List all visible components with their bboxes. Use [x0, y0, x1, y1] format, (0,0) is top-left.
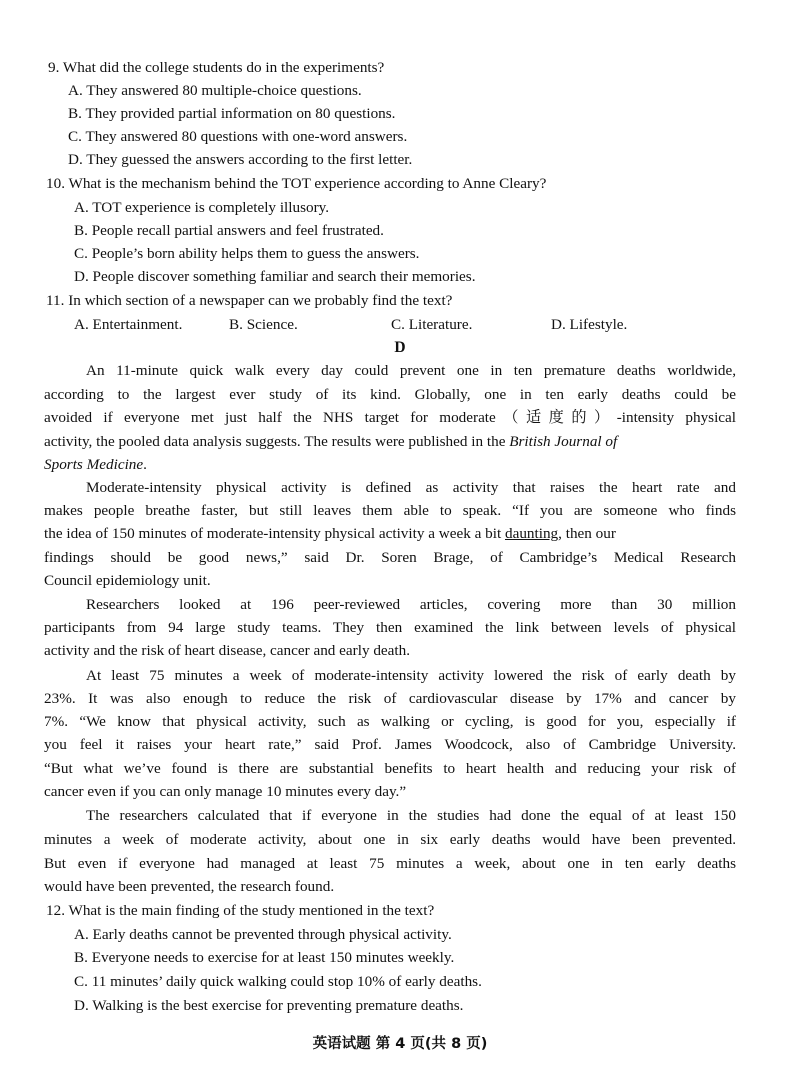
p2-line-3: [44, 524, 616, 544]
question-10-option-a[interactable]: A. TOT experience is completely illusory.: [74, 199, 330, 216]
page-footer: 英语试题 第 4 页(共 8 页): [312, 1036, 488, 1052]
question-12-option-d[interactable]: D. Walking is the best exercise for preventing premature deaths.: [74, 997, 464, 1014]
question-10-option-d[interactable]: D. People discover something familiar and search their memories.: [74, 268, 476, 285]
question-12-option-c[interactable]: C. 11 minutes’ daily quick walking could stop 10% of early deaths.: [74, 973, 482, 990]
question-11-option-c[interactable]: C. Literature.: [391, 316, 473, 333]
p4-line-6: cancer even if you can only manage 10 minutes every day.”: [44, 783, 407, 800]
p4-line-4: you feel it raises your heart rate,” said Prof. James Woodcock, also of Cambridge University.: [44, 736, 736, 753]
question-10-stem: 10. What is the mechanism behind the TOT experience according to Anne Cleary?: [46, 175, 547, 192]
question-9-option-b[interactable]: B. They provided partial information on 80 questions.: [68, 105, 396, 122]
p1-line-5-period: .: [143, 456, 147, 473]
question-11-option-b[interactable]: B. Science.: [229, 316, 298, 333]
p5-line-2: minutes a week of moderate activity, about one in six early deaths would have been prevented.: [44, 831, 736, 848]
question-9-option-a[interactable]: A. They answered 80 multiple-choice questions.: [68, 82, 362, 99]
p4-line-5: “But what we’ve found is there are substantial benefits to heart health and reducing your risk of: [44, 760, 736, 777]
p1-line-3: avoided if everyone met just half the NHS target for moderate（适度的）-intensity physical: [44, 409, 736, 426]
p4-line-3: 7%. “We know that physical activity, such as walking or cycling, is good for you, especially if: [44, 713, 736, 730]
question-12-stem: 12. What is the main finding of the study mentioned in the text?: [46, 902, 435, 919]
p4-line-2: 23%. It was also enough to reduce the risk of cardiovascular disease by 17% and cancer by: [44, 690, 736, 707]
section-heading: D: [394, 339, 406, 356]
p1-line-1: An 11-minute quick walk every day could prevent one in ten premature deaths worldwide,: [86, 362, 736, 379]
p3-line-2: participants from 94 large study teams. They then examined the link between levels of physical: [44, 619, 736, 636]
p1-line-2: according to the largest ever study of its kind. Globally, one in ten early deaths could be: [44, 386, 736, 403]
p2-line-1: Moderate-intensity physical activity is defined as activity that raises the heart rate and: [86, 479, 736, 496]
p3-line-3: activity and the risk of heart disease, cancer and early death.: [44, 642, 411, 659]
question-10-option-c[interactable]: C. People’s born ability helps them to guess the answers.: [74, 245, 420, 262]
p4-line-1: At least 75 minutes a week of moderate-intensity activity lowered the risk of early death by: [86, 667, 736, 684]
p1-line-4-text: activity, the pooled data analysis suggests. The results were published in the: [44, 433, 506, 450]
question-9-option-d[interactable]: D. They guessed the answers according to the first letter.: [68, 151, 413, 168]
question-12-option-b[interactable]: B. Everyone needs to exercise for at least 150 minutes weekly.: [74, 949, 455, 966]
p1-line-4: [44, 432, 617, 452]
question-11-option-d[interactable]: D. Lifestyle.: [551, 316, 628, 333]
question-10-option-b[interactable]: B. People recall partial answers and feel frustrated.: [74, 222, 384, 239]
journal-title-part1: British Journal of: [509, 433, 618, 450]
p3-line-1: Researchers looked at 196 peer-reviewed articles, covering more than 30 million: [86, 596, 736, 613]
p2-line-5: Council epidemiology unit.: [44, 572, 211, 589]
journal-title-part2: Sports Medicine: [44, 456, 144, 473]
p2-line-2: makes people breathe faster, but still leaves them able to speak. “If you are someone who finds: [44, 502, 736, 519]
p2-line-3-tail: , then our: [558, 525, 616, 542]
question-12-option-a[interactable]: A. Early deaths cannot be prevented through physical activity.: [74, 926, 452, 943]
p2-line-3-text: the idea of 150 minutes of moderate-intensity physical activity a week a bit: [44, 525, 502, 542]
p5-line-3: But even if everyone had managed at least 75 minutes a week, about one in ten early deaths: [44, 855, 736, 872]
p5-line-4: would have been prevented, the research found.: [44, 878, 335, 895]
question-11-stem: 11. In which section of a newspaper can we probably find the text?: [46, 292, 453, 309]
p1-line-5: [44, 455, 147, 475]
p2-line-4: findings should be good news,” said Dr. Soren Brage, of Cambridge’s Medical Research: [44, 549, 736, 566]
question-9-option-c[interactable]: C. They answered 80 questions with one-word answers.: [68, 128, 408, 145]
underlined-word-daunting: daunting: [504, 525, 559, 542]
p5-line-1: The researchers calculated that if everyone in the studies had done the equal of at least 150: [86, 807, 736, 824]
question-11-option-a[interactable]: A. Entertainment.: [74, 316, 183, 333]
question-9-stem: 9. What did the college students do in the experiments?: [48, 59, 385, 76]
